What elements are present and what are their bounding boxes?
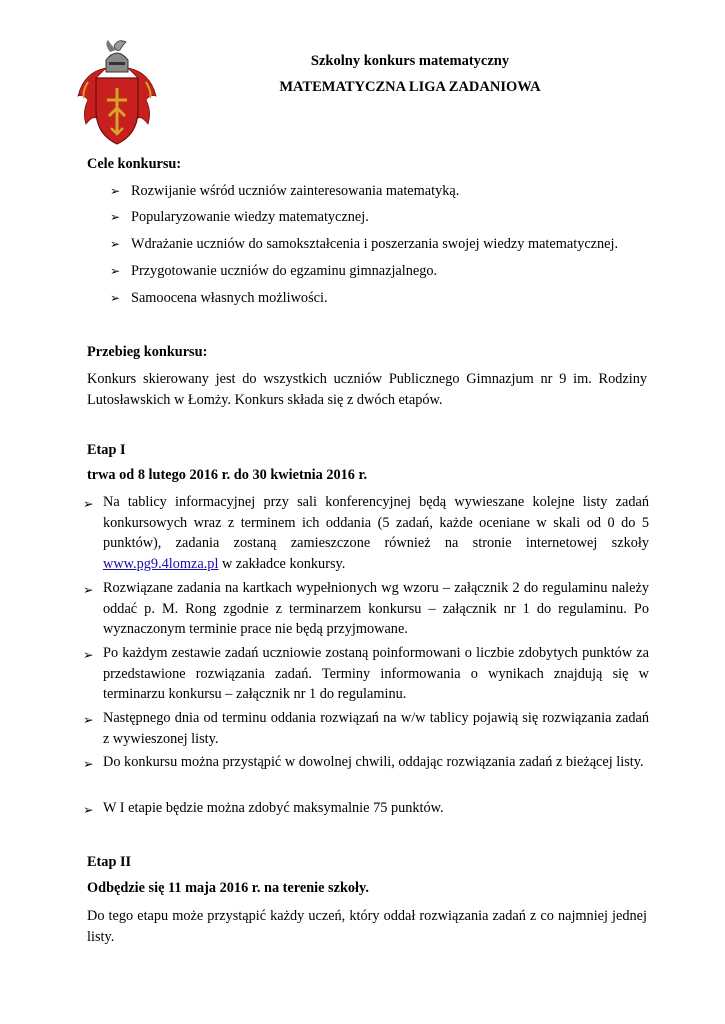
list-item: ➢ Do konkursu można przystąpić w dowolnej chwili, oddając rozwiązania zadań z bieżącej listy. xyxy=(83,752,649,773)
course-description: Konkurs skierowany jest do wszystkich uczniów Publicznego Gimnazjum nr 9 im. Rodziny Lutosławskich w Łomży. Konkurs składa się z dwóch etapów. xyxy=(87,371,647,408)
list-item: ➢ Rozwiązane zadania na kartkach wypełnionych wg wzoru – załącznik 2 do regulaminu należy oddać p. M. Rong zgodnie z terminarzem konkursu – załącznik nr 1 do regulaminu. Po wyznaczonym terminie prace nie będą przyjmowane. xyxy=(83,580,649,637)
contest-subtitle: Szkolny konkurs matematyczny xyxy=(310,53,510,69)
stage2-dates: Odbędzie się 11 maja 2016 r. na terenie szkoły. xyxy=(87,880,369,896)
arrow-bullet-icon: ➢ xyxy=(110,184,121,198)
stage2-heading: Etap II xyxy=(87,854,132,870)
list-item: ➢ Po każdym zestawie zadań uczniowie zostaną poinformowani o liczbie zdobytych punktów za przedstawione rozwiązania zadań. Terminy informowania o wynikach znajdują się w terminarzu konkursu – załącznik nr 1 do regulaminu. xyxy=(83,645,649,702)
arrow-bullet-icon: ➢ xyxy=(83,497,94,511)
stage1-dates: trwa od 8 lutego 2016 r. do 30 kwietnia 2016 r. xyxy=(87,467,368,483)
stage2-description: Do tego etapu może przystąpić każdy uczeń, który oddał rozwiązania zadań z co najmniej jednej listy. xyxy=(87,908,647,945)
course-heading: Przebieg konkursu: xyxy=(87,344,208,360)
arrow-bullet-icon: ➢ xyxy=(110,237,121,251)
arrow-bullet-icon: ➢ xyxy=(110,210,121,224)
stage1-heading: Etap I xyxy=(87,442,126,458)
arrow-bullet-icon: ➢ xyxy=(83,757,94,771)
list-item: ➢ Na tablicy informacyjnej przy sali konferencyjnej będą wywieszane kolejne listy zadań konkursowych wraz z terminem ich oddania (5 zadań, każde oceniane w skali od 0 do 5 punktów), zadania zostaną zamieszczone również na stronie internetowej szkoły www.pg9.4lomza.pl w zakładce konkursy. xyxy=(83,494,649,572)
arrow-bullet-icon: ➢ xyxy=(110,291,121,305)
coat-of-arms-icon xyxy=(74,38,160,146)
arrow-bullet-icon: ➢ xyxy=(83,803,94,817)
list-item: ➢ Następnego dnia od terminu oddania rozwiązań na w/w tablicy pojawią się rozwiązania zadań z wywieszonej listy. xyxy=(83,710,649,747)
arrow-bullet-icon: ➢ xyxy=(83,648,94,662)
arrow-bullet-icon: ➢ xyxy=(110,264,121,278)
arrow-bullet-icon: ➢ xyxy=(83,713,94,727)
goals-heading: Cele konkursu: xyxy=(87,156,182,172)
contest-title: MATEMATYCZNA LIGA ZADANIOWA xyxy=(279,79,541,95)
list-item: ➢ W I etapie będzie można zdobyć maksymalnie 75 punktów. xyxy=(83,798,649,819)
school-website-link[interactable]: www.pg9.4lomza.pl xyxy=(103,555,219,572)
arrow-bullet-icon: ➢ xyxy=(83,583,94,597)
